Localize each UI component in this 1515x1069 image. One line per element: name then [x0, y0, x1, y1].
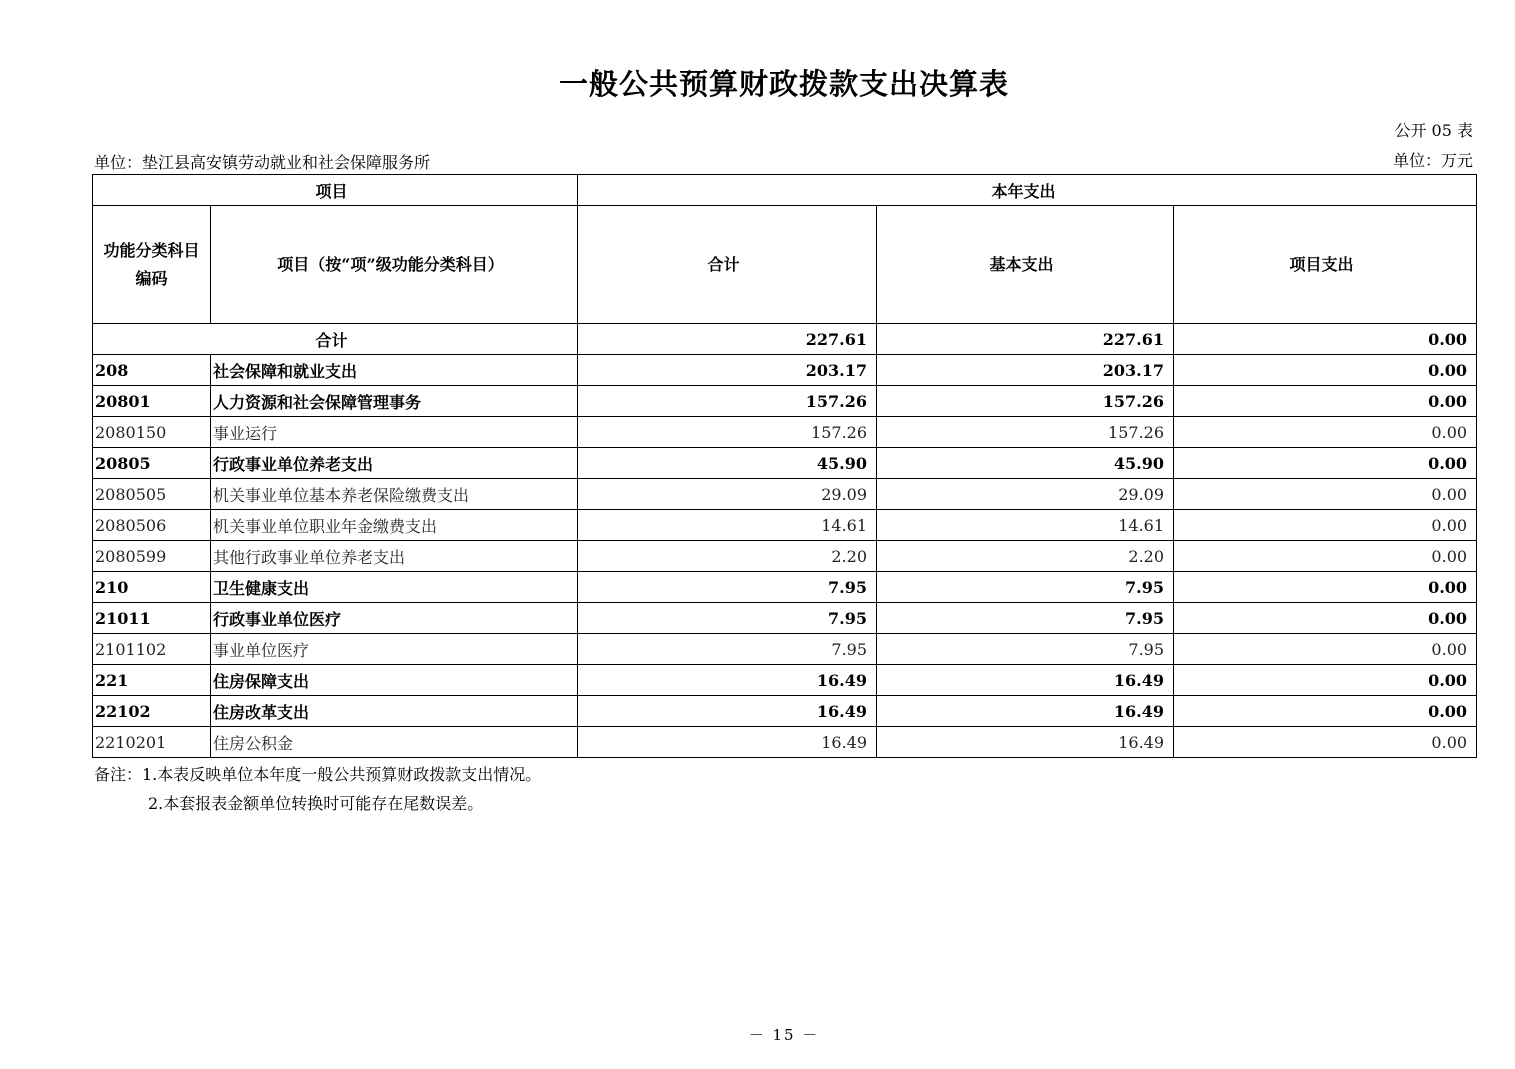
header-func-code: 功能分类科目编码 [93, 206, 211, 324]
header-row-1 [93, 175, 1477, 206]
row-project: 0.00 [1174, 634, 1477, 665]
table-row [93, 696, 1477, 727]
table-row [93, 448, 1477, 479]
row-project: 0.00 [1174, 479, 1477, 510]
row-name: 卫生健康支出 [211, 572, 578, 603]
row-total: 45.90 [578, 448, 877, 479]
table-row [93, 386, 1477, 417]
row-project: 0.00 [1174, 448, 1477, 479]
row-total: 157.26 [578, 386, 877, 417]
header-item-name: 项目（按“项”级功能分类科目） [211, 206, 578, 324]
row-total: 16.49 [578, 696, 877, 727]
total-row [93, 324, 1477, 355]
total-amount: 227.61 [578, 324, 877, 355]
row-code: 208 [93, 355, 211, 386]
row-total: 7.95 [578, 634, 877, 665]
row-name: 机关事业单位基本养老保险缴费支出 [211, 479, 578, 510]
row-basic: 29.09 [877, 479, 1174, 510]
row-basic: 157.26 [877, 386, 1174, 417]
currency-unit: 单位：万元 [1392, 151, 1473, 170]
row-code: 2101102 [93, 634, 211, 665]
table-row [93, 572, 1477, 603]
row-code: 2080150 [93, 417, 211, 448]
row-name: 其他行政事业单位养老支出 [211, 541, 578, 572]
row-code: 21011 [93, 603, 211, 634]
table-row [93, 634, 1477, 665]
row-name: 住房保障支出 [211, 665, 578, 696]
table-row [93, 541, 1477, 572]
row-code: 2080506 [93, 510, 211, 541]
row-code: 2210201 [93, 727, 211, 758]
table-row [93, 355, 1477, 386]
note-line-1: 备注：1.本表反映单位本年度一般公共预算财政拨款支出情况。 [94, 765, 542, 784]
row-project: 0.00 [1174, 572, 1477, 603]
row-basic: 157.26 [877, 417, 1174, 448]
total-project: 0.00 [1174, 324, 1477, 355]
header-project: 项目支出 [1174, 206, 1477, 324]
table-row [93, 510, 1477, 541]
table-row [93, 727, 1477, 758]
note-line-2: 2.本套报表金额单位转换时可能存在尾数误差。 [148, 794, 484, 813]
row-project: 0.00 [1174, 541, 1477, 572]
row-total: 16.49 [578, 665, 877, 696]
row-project: 0.00 [1174, 696, 1477, 727]
page-number: － 15 － [748, 1026, 820, 1044]
row-name: 住房公积金 [211, 727, 578, 758]
row-project: 0.00 [1174, 510, 1477, 541]
header-row-2 [93, 206, 1477, 324]
row-project: 0.00 [1174, 727, 1477, 758]
row-basic: 7.95 [877, 603, 1174, 634]
row-name: 行政事业单位医疗 [211, 603, 578, 634]
row-project: 0.00 [1174, 386, 1477, 417]
row-basic: 2.20 [877, 541, 1174, 572]
row-basic: 16.49 [877, 696, 1174, 727]
table-row [93, 479, 1477, 510]
header-item: 项目 [93, 175, 578, 206]
row-basic: 7.95 [877, 634, 1174, 665]
row-project: 0.00 [1174, 417, 1477, 448]
row-total: 2.20 [578, 541, 877, 572]
row-total: 16.49 [578, 727, 877, 758]
table-row [93, 665, 1477, 696]
notes [94, 760, 541, 818]
header-basic: 基本支出 [877, 206, 1174, 324]
total-basic: 227.61 [877, 324, 1174, 355]
header-total: 合计 [578, 206, 877, 324]
row-total: 29.09 [578, 479, 877, 510]
row-total: 203.17 [578, 355, 877, 386]
row-name: 事业运行 [211, 417, 578, 448]
table-code: 公开 05 表 [1394, 121, 1473, 140]
row-code: 20801 [93, 386, 211, 417]
total-label: 合计 [93, 324, 578, 355]
expenditure-table [92, 174, 1477, 758]
row-basic: 7.95 [877, 572, 1174, 603]
row-basic: 16.49 [877, 727, 1174, 758]
row-basic: 14.61 [877, 510, 1174, 541]
table-row [93, 417, 1477, 448]
row-name: 行政事业单位养老支出 [211, 448, 578, 479]
reporting-unit: 单位：垫江县高安镇劳动就业和社会保障服务所 [94, 153, 431, 172]
row-name: 人力资源和社会保障管理事务 [211, 386, 578, 417]
page-title: 一般公共预算财政拨款支出决算表 [558, 67, 1009, 101]
row-code: 210 [93, 572, 211, 603]
row-total: 7.95 [578, 603, 877, 634]
row-name: 事业单位医疗 [211, 634, 578, 665]
header-current-year: 本年支出 [578, 175, 1477, 206]
table-row [93, 603, 1477, 634]
row-total: 157.26 [578, 417, 877, 448]
row-code: 2080505 [93, 479, 211, 510]
row-total: 14.61 [578, 510, 877, 541]
row-total: 7.95 [578, 572, 877, 603]
row-basic: 45.90 [877, 448, 1174, 479]
row-project: 0.00 [1174, 665, 1477, 696]
row-basic: 203.17 [877, 355, 1174, 386]
row-code: 20805 [93, 448, 211, 479]
row-name: 住房改革支出 [211, 696, 578, 727]
row-name: 社会保障和就业支出 [211, 355, 578, 386]
row-code: 22102 [93, 696, 211, 727]
row-name: 机关事业单位职业年金缴费支出 [211, 510, 578, 541]
row-project: 0.00 [1174, 355, 1477, 386]
row-basic: 16.49 [877, 665, 1174, 696]
row-code: 2080599 [93, 541, 211, 572]
row-code: 221 [93, 665, 211, 696]
row-project: 0.00 [1174, 603, 1477, 634]
